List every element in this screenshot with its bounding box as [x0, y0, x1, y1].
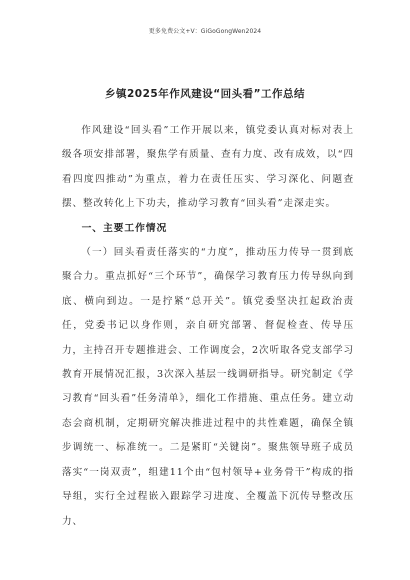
document-title: 乡镇2025年作风建设“回头看”工作总结 — [104, 88, 306, 100]
section-heading: 一、主要工作情况 — [81, 222, 168, 234]
body-paragraph: （一）回头看责任落实的“力度”，推动压力传导一贯到底聚合力。重点抓好“三个环节”，确保学习教育压力传导纵向到底、横向到边。一是拧紧“总开关”。镇党委坚决扛起政治责任，党委书记以身作则，亲自研究部署、督促检查、传导压力，主持召开专题推进会、工作调度会，2次听取各党支部学习教育开展情况汇报，3次深入基层一线调研指导。研究制定《学习教育“回头看”任务清单》，细化工作措施、重点任务。建立动态会商机制，定期研究解决推进过程中的共性难题，确保全镇步调统一、标准统一。二是紧盯“关键岗”。聚焦领导班子成员落实“一岗双责”，组建11个由“包村领导+业务骨干”构成的指导组，实行全过程嵌入跟踪学习进度、全覆盖下沉传导整改压力、 — [62, 247, 354, 527]
header-watermark: 更多免费公文+V：GiGoGongWen2024 — [148, 28, 262, 35]
intro-paragraph: 作风建设“回头看”工作开展以来，镇党委认真对标对表上级各项安排部署，聚焦学有质量、查有力度、改有成效，以“四看四度四推动”为重点，着力在责任压实、学习深化、问题查摆、整改转化上下功夫，推动学习教育“回头看”走深走实。 — [62, 125, 354, 210]
document-body — [62, 119, 354, 534]
